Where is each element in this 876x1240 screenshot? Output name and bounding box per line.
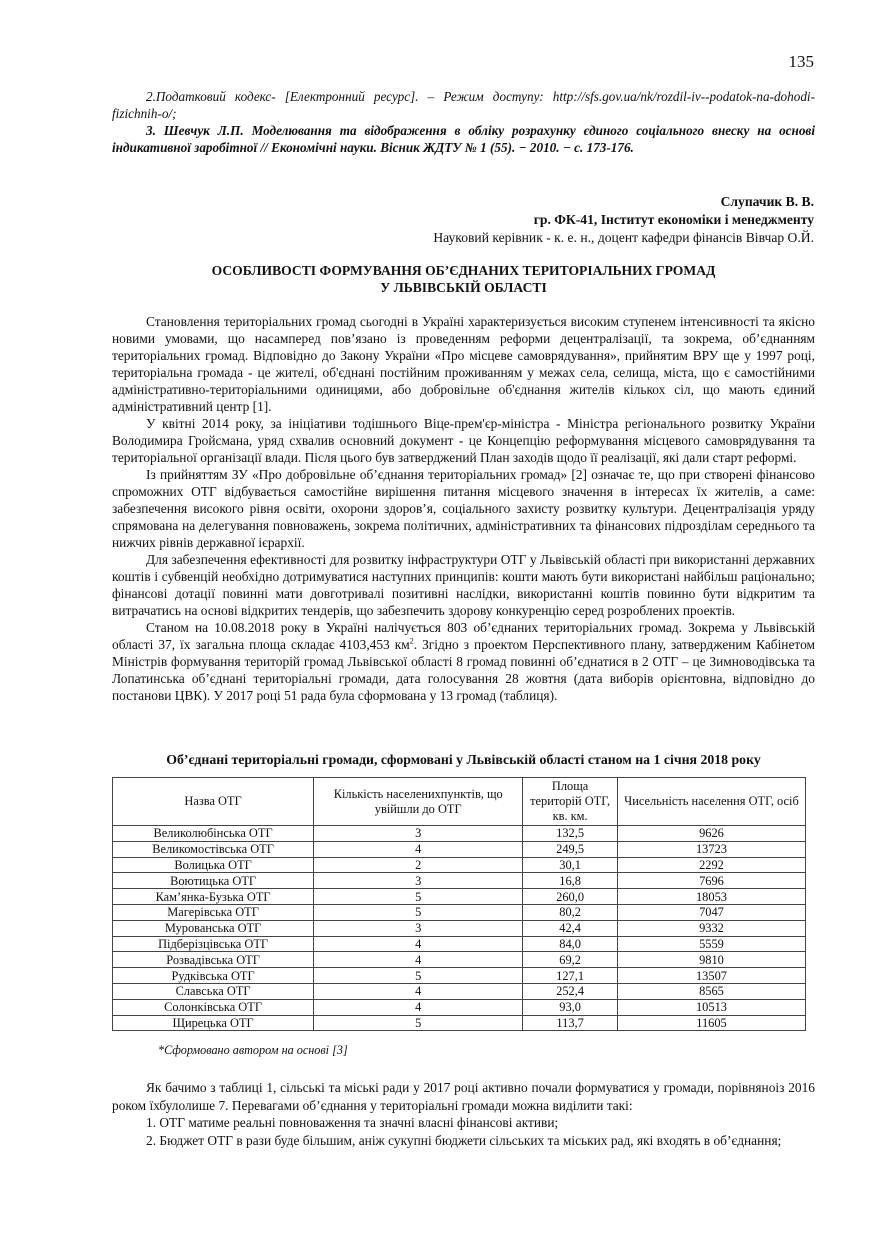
cell-area: 69,2 [523,952,618,968]
table-row [113,983,806,999]
table-body [113,826,806,1031]
list-item: 1. ОТГ матиме реальні повноваження та значні власні фінансові активи; [146,1115,559,1130]
references [112,88,815,156]
cell-area: 252,4 [523,983,618,999]
reference-2: 2.Податковий кодекс- [Електронний ресурс]. – Режим доступу: http://sfs.gov.ua/nk/rozdil-iv--podatok-na-dohodi-fizichnih-o/; [112,89,815,121]
cell-name: Рудківська ОТГ [113,968,314,984]
cell-settlements: 3 [314,920,523,936]
cell-population: 13723 [617,841,805,857]
article-body [112,313,815,704]
author-name: Слупачик В. В. [720,194,814,209]
cell-name: Волицька ОТГ [113,857,314,873]
cell-population: 9626 [617,826,805,842]
cell-name: Кам’янка-Бузька ОТГ [113,889,314,905]
cell-settlements: 5 [314,904,523,920]
cell-name: Щирецька ОТГ [113,1015,314,1031]
cell-population: 7696 [617,873,805,889]
cell-name: Розвадівська ОТГ [113,952,314,968]
table-row [113,904,806,920]
paragraph: У квітні 2014 року, за ініціативи тодішнього Віце-прем'єр-міністра - Міністра регіонального розвитку України Володимира Гройсмана, уряд схвалив основний документ - це Концепцію реформування місцевого самоврядування та територіальної організації влади. Після цього був затверджений План заходів щодо її реалізації, які дали старт реформі. [112,416,815,465]
list-item: 2. Бюджет ОТГ в рази буде більшим, аніж сукупні бюджети сільських та міських рад, які входять в об’єднання; [146,1132,782,1148]
table-row [113,936,806,952]
cell-settlements: 3 [314,826,523,842]
cell-area: 260,0 [523,889,618,905]
cell-name: Солонківська ОТГ [113,999,314,1015]
cell-area: 30,1 [523,857,618,873]
text-span: Станом на 10.08.2018 року в Україні налічується 803 об’єднаних територіальних громад. Зокрема у Львівській області 37, їх загальна площа складає 4103,453 км [112,620,815,652]
cell-settlements: 5 [314,968,523,984]
cell-settlements: 3 [314,873,523,889]
cell-population: 18053 [617,889,805,905]
cell-population: 11605 [617,1015,805,1031]
text-span: . Згідно з проектом Перспективного плану, затвердженим Кабінетом Міністрів формування територій громад Львівської області 8 громад повинні об’єднатися в 2 ОТГ – це Зимноводівська та Лопатинська об’єднані територіальні громади, дата голосування 28 жовтня (дата виборів орієнтовна, відповідно до постанови ЦВК). У 2017 році 51 рада була сформована у 13 громад (таблиця). [112,637,815,703]
superscript: 2 [409,636,414,646]
table-row [113,1015,806,1031]
table-row [113,952,806,968]
cell-population: 7047 [617,904,805,920]
paragraph: Для забезпечення ефективності для розвитку інфраструктури ОТГ у Львівській області при використанні державних коштів і субвенцій необхідно дотримуватися наступних принципів: кошти мають бути використані найбільш раціонально; фінансові дотації повинні мати довготривалі позитивні наслідки, використанні коштів повинно бути відкритим та витрачатись на основі відкритих тендерів, що забезпечить здорову конкуренцію серед розроблених проектів. [112,552,815,618]
cell-area: 127,1 [523,968,618,984]
author-supervisor: Науковий керівник - к. е. н., доцент кафедри фінансів Вівчар О.Й. [433,230,814,245]
table-row [113,826,806,842]
cell-settlements: 5 [314,889,523,905]
header-population: Чисельність населення ОТГ, осіб [617,778,805,826]
header-area: Площа територій ОТГ, кв. км. [523,778,618,826]
paragraph-area [112,619,815,704]
title-line-2: У ЛЬВІВСЬКІЙ ОБЛАСТІ [380,280,547,295]
cell-area: 42,4 [523,920,618,936]
cell-population: 2292 [617,857,805,873]
cell-area: 16,8 [523,873,618,889]
cell-settlements: 4 [314,841,523,857]
table-row [113,889,806,905]
cell-name: Магерівська ОТГ [113,904,314,920]
cell-settlements: 4 [314,952,523,968]
paragraph: Становлення територіальних громад сьогодні в Україні характеризується високим ступенем інтенсивності та якісно новими умовами, що насамперед пов’язано із проведенням реформи децентралізації, та зокрема, об’єднанням територіальних громад. Відповідно до Закону України «Про місцеве самоврядування», прийнятим ВРУ ще у 1997 році, територіальна громада - це жителі, об'єднані постійним проживанням у межах села, селища, міста, що є самостійними адміністративно-територіальними одиницями, або добровільне об'єднання жителів кількох сіл, що мають єдиний адміністративний центр [1]. [112,314,815,414]
cell-area: 93,0 [523,999,618,1015]
paragraph: Із прийняттям ЗУ «Про добровільне об’єднання територіальних громад» [2] означає те, що при створені фінансово спроможних ОТГ відбувається самостійне вирішення питання місцевого значення в інтересах їх жителів, а саме: забезпечення високого рівня освіти, охорони здоров’я, соціального захисту розвитку культури. Децентралізація уряду спрямована на делегування повноважень, зокрема політичних, адміністративних та фінансових підрозділам середнього та нижчих рівнів державної ієрархії. [112,467,815,550]
cell-name: Славська ОТГ [113,983,314,999]
table-caption: Об’єднані територіальні громади, сформовані у Львівській області станом на 1 січня 2018 року [166,752,761,767]
author-group: гр. ФК-41, Інститут економіки і менеджменту [533,212,814,227]
table-row [113,968,806,984]
header-name: Назва ОТГ [113,778,314,826]
table-row [113,999,806,1015]
table-header-row [113,778,806,826]
otg-table [112,777,806,1031]
reference-3: 3. Шевчук Л.П. Моделювання та відображення в обліку розрахунку єдиного соціального внеску на основі індикативної заробітної // Економічні науки. Вісник ЖДТУ № 1 (55). − 2010. − с. 173-176. [112,123,815,155]
cell-area: 80,2 [523,904,618,920]
article-title [112,262,815,296]
table-source-note: *Сформовано автором на основі [3] [158,1043,348,1057]
cell-population: 9810 [617,952,805,968]
table-row [113,873,806,889]
cell-area: 249,5 [523,841,618,857]
table-row [113,841,806,857]
table-row [113,920,806,936]
cell-area: 84,0 [523,936,618,952]
cell-settlements: 4 [314,936,523,952]
cell-population: 5559 [617,936,805,952]
page-number: 135 [788,52,814,71]
table-row [113,857,806,873]
cell-population: 10513 [617,999,805,1015]
cell-area: 113,7 [523,1015,618,1031]
cell-area: 132,5 [523,826,618,842]
cell-population: 8565 [617,983,805,999]
cell-name: Мурованська ОТГ [113,920,314,936]
header-settlements: Кількість населенихпунктів, що увійшли до ОТГ [314,778,523,826]
cell-name: Великолюбінська ОТГ [113,826,314,842]
cell-population: 9332 [617,920,805,936]
cell-name: Підберізцівська ОТГ [113,936,314,952]
paragraph: Як бачимо з таблиці 1, сільські та міські ради у 2017 році активно почали формуватися у громади, порівняноіз 2016 роком їхбулолише 7. Перевагами об’єднання у територіальні громади можна виділити такі: [112,1080,815,1113]
cell-name: Великомостівська ОТГ [113,841,314,857]
cell-settlements: 5 [314,1015,523,1031]
conclusion [112,1079,815,1149]
title-line-1: ОСОБЛИВОСТІ ФОРМУВАННЯ ОБ’ЄДНАНИХ ТЕРИТОРІАЛЬНИХ ГРОМАД [211,263,716,278]
cell-settlements: 4 [314,983,523,999]
cell-name: Воютицька ОТГ [113,873,314,889]
cell-settlements: 4 [314,999,523,1015]
cell-settlements: 2 [314,857,523,873]
cell-population: 13507 [617,968,805,984]
author-block [433,193,814,247]
